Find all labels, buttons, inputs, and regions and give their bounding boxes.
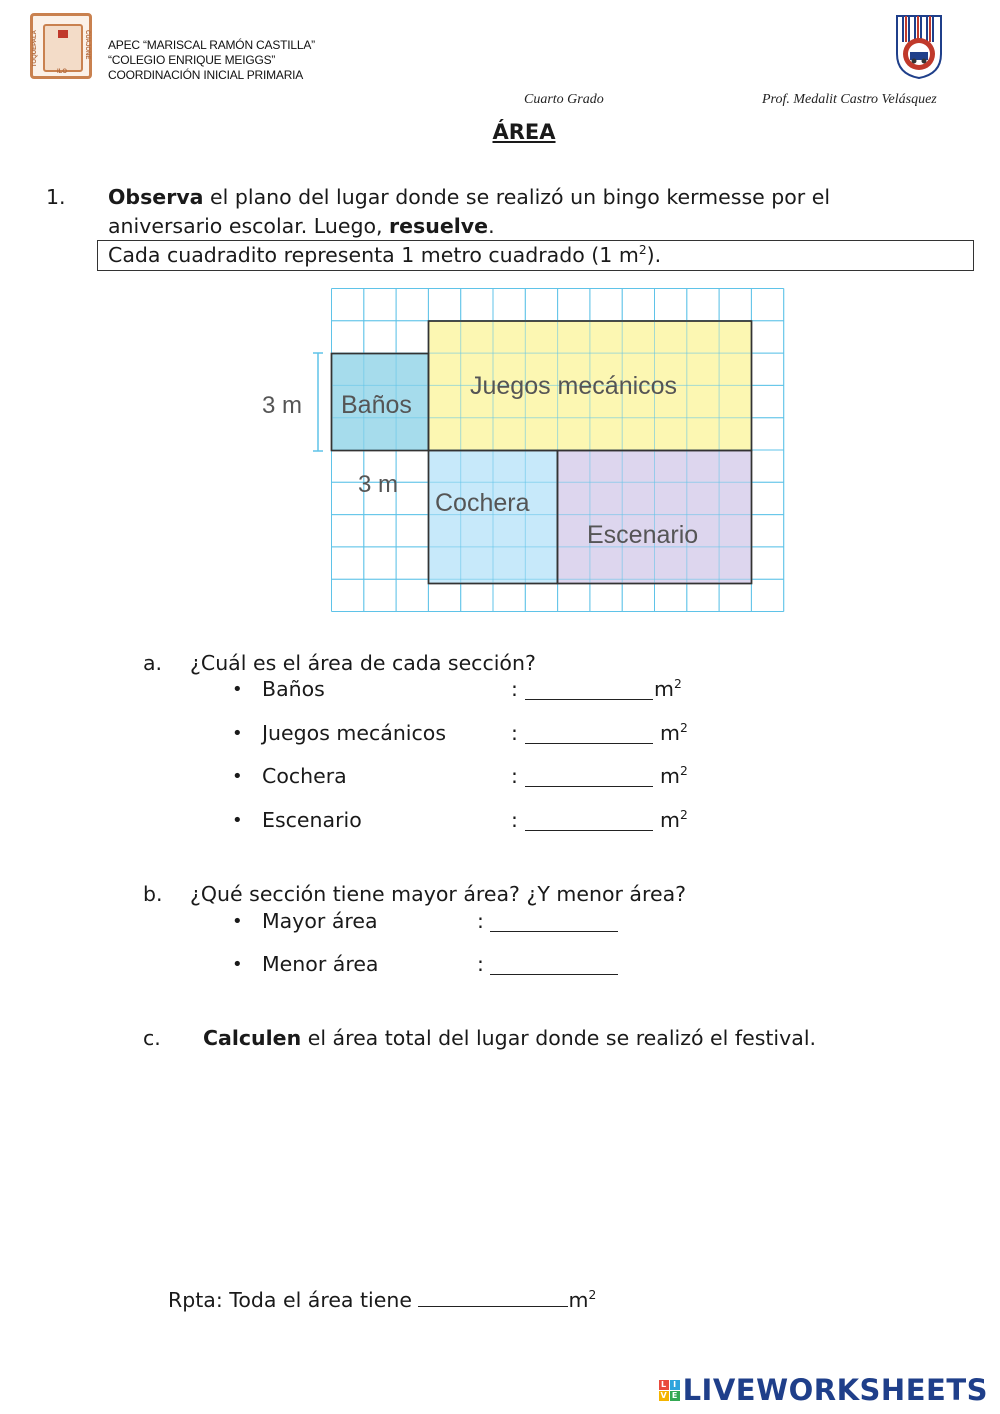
item-label: Juegos mecánicos	[262, 721, 446, 745]
answer-blank-escenario[interactable]	[525, 812, 653, 831]
final-answer-blank[interactable]	[418, 1288, 568, 1307]
bullet-icon: •	[232, 766, 243, 787]
question-end: .	[488, 214, 495, 238]
unit-text: m	[660, 808, 680, 832]
part-a-letter: a.	[143, 651, 163, 675]
question-line-2	[108, 212, 495, 241]
part-a-question: ¿Cuál es el área de cada sección?	[190, 651, 536, 675]
item-label: Escenario	[262, 808, 362, 832]
answer-blank-cochera[interactable]	[525, 768, 653, 787]
school-logo-left	[30, 13, 92, 79]
item-label: Menor área	[262, 952, 379, 976]
final-answer-label: Rpta: Toda el área tiene	[168, 1288, 419, 1312]
note-sup: 2	[638, 243, 647, 258]
dim-label-vertical: 3 m	[262, 392, 303, 419]
note-text: Cada cuadradito representa 1 metro cuadrado (1 m	[108, 243, 639, 267]
item-label: Baños	[262, 677, 325, 701]
bold-observa: Observa	[108, 185, 204, 209]
bullet-icon: •	[232, 810, 243, 831]
answer-blank-menor[interactable]	[490, 956, 618, 975]
question-number: 1.	[46, 185, 66, 209]
item-unit	[660, 721, 688, 745]
liveworksheets-logo	[659, 1373, 988, 1407]
label-escenario: Escenario	[587, 521, 699, 549]
liveworksheets-brand: LIVEWORKSHEETS	[682, 1373, 988, 1407]
lw-cell: E	[670, 1391, 680, 1401]
part-c-body: el área total del lugar donde se realizó el festival.	[301, 1026, 817, 1050]
note-box	[97, 240, 974, 271]
final-answer-sup: 2	[588, 1288, 597, 1303]
part-b-letter: b.	[143, 882, 163, 906]
answer-blank-juegos[interactable]	[525, 725, 653, 744]
item-unit	[654, 677, 682, 701]
item-label: Cochera	[262, 764, 347, 788]
item-unit	[660, 764, 688, 788]
item-unit	[660, 808, 688, 832]
label-juegos-mecanicos: Juegos mecánicos	[470, 372, 678, 400]
unit-sup: 2	[679, 764, 688, 779]
item-colon: :	[511, 677, 518, 701]
bullet-icon: •	[232, 954, 243, 975]
grade-label: Cuarto Grado	[524, 92, 604, 107]
school-header	[108, 38, 315, 83]
label-cochera: Cochera	[435, 489, 530, 517]
question-text-2: aniversario escolar. Luego,	[108, 214, 390, 238]
bold-resuelve: resuelve	[389, 214, 489, 238]
teacher-label: Prof. Medalit Castro Velásquez	[762, 92, 937, 107]
unit-sup: 2	[679, 721, 688, 736]
final-answer-unit: m	[568, 1288, 589, 1312]
bold-calculen: Calculen	[203, 1026, 302, 1050]
part-b-question: ¿Qué sección tiene mayor área? ¿Y menor área?	[190, 882, 687, 906]
unit-sup: 2	[673, 677, 682, 692]
school-crest-right	[894, 12, 944, 80]
answer-blank-mayor[interactable]	[490, 913, 618, 932]
unit-text: m	[660, 764, 680, 788]
part-c-text	[203, 1024, 816, 1053]
answer-blank-banos[interactable]	[525, 681, 653, 700]
lw-cell: L	[659, 1380, 669, 1390]
item-colon: :	[511, 721, 518, 745]
unit-text: m	[660, 721, 680, 745]
unit-text: m	[654, 677, 674, 701]
bullet-icon: •	[232, 679, 243, 700]
item-colon: :	[477, 909, 484, 933]
flag-icon	[58, 30, 68, 38]
page-title: ÁREA	[492, 120, 556, 144]
header-line-3: COORDINACIÓN INICIAL PRIMARIA	[108, 68, 304, 82]
dim-label-horizontal: 3 m	[358, 471, 399, 498]
bullet-icon: •	[232, 911, 243, 932]
floor-plan-diagram	[250, 285, 790, 625]
logo-text-right: CUAJONE	[84, 30, 90, 60]
unit-sup: 2	[679, 808, 688, 823]
item-label: Mayor área	[262, 909, 378, 933]
note-end: ).	[646, 243, 662, 267]
lw-cell: V	[660, 1390, 667, 1400]
item-colon: :	[477, 952, 484, 976]
lw-cell: I	[670, 1380, 680, 1390]
header-line-1: APEC “MARISCAL RAMÓN CASTILLA”	[108, 38, 315, 52]
question-line-1	[108, 183, 830, 212]
liveworksheets-icon	[659, 1380, 680, 1401]
bullet-icon: •	[232, 723, 243, 744]
question-text-1: el plano del lugar donde se realizó un bingo kermesse por el	[203, 185, 831, 209]
part-c-letter: c.	[143, 1026, 161, 1050]
item-colon: :	[511, 764, 518, 788]
label-banos: Baños	[341, 391, 412, 419]
crest-shield	[43, 24, 83, 72]
header-line-2: “COLEGIO ENRIQUE MEIGGS”	[108, 53, 276, 67]
logo-text-bottom: ILO	[57, 69, 67, 75]
logo-text-left: TOQUEPALA	[32, 30, 38, 68]
final-answer	[168, 1286, 596, 1315]
item-colon: :	[511, 808, 518, 832]
